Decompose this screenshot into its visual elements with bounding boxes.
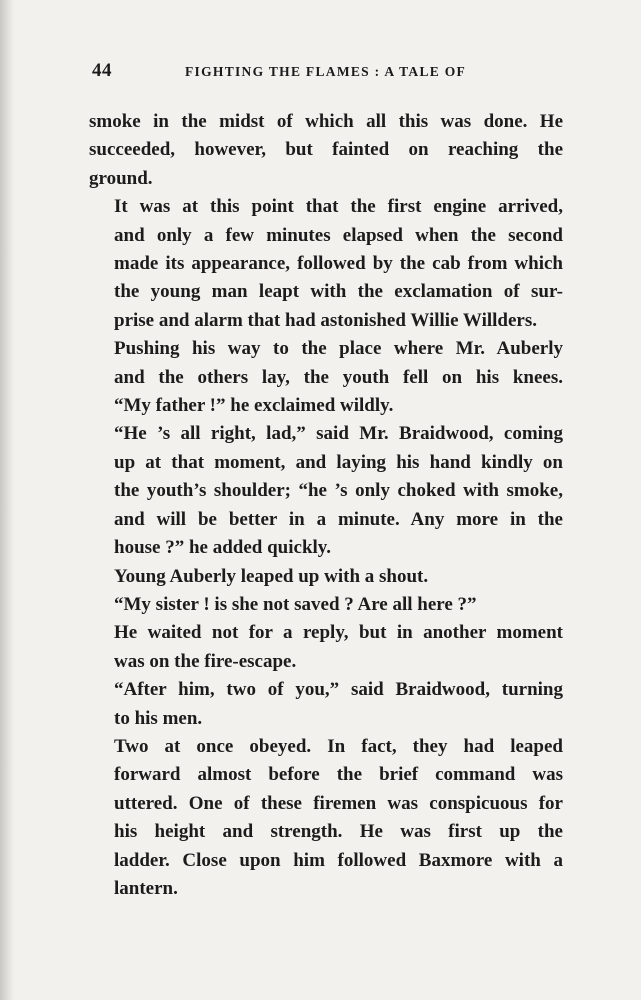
- text-line: “My father !” he exclaimed wildly.: [114, 395, 394, 417]
- paragraph: [89, 733, 563, 903]
- paragraph: [89, 619, 563, 676]
- text-line: and the others lay, the youth fell on his knees.: [114, 366, 563, 388]
- paragraph: [89, 591, 563, 619]
- page-gutter-shadow: [0, 0, 14, 1000]
- text-line: ladder. Close upon him followed Baxmore with a: [114, 849, 563, 871]
- text-line: uttered. One of these firemen was conspicuous for: [114, 792, 563, 814]
- body-text: [89, 108, 563, 903]
- text-line: forward almost before the brief command was: [114, 764, 563, 786]
- text-line: succeeded, however, but fainted on reaching the: [89, 139, 563, 161]
- paragraph: [89, 193, 563, 335]
- text-line: “He ’s all right, lad,” said Mr. Braidwood, coming: [114, 423, 563, 445]
- text-line: house ?” he added quickly.: [114, 537, 331, 559]
- paragraph: [89, 335, 563, 420]
- text-line: up at that moment, and laying his hand kindly on: [114, 451, 563, 473]
- text-line: Two at once obeyed. In fact, they had leaped: [114, 735, 563, 757]
- text-line: and will be better in a minute. Any more in the: [114, 508, 563, 530]
- text-line: to his men.: [114, 707, 203, 729]
- text-line: the young man leapt with the exclamation of sur-: [114, 281, 563, 303]
- text-line: his height and strength. He was first up the: [114, 821, 563, 843]
- text-line: prise and alarm that had astonished Willie Willders.: [114, 309, 538, 331]
- text-line: smoke in the midst of which all this was done. He: [89, 111, 563, 132]
- paragraph: [89, 563, 563, 591]
- text-line: was on the fire-escape.: [114, 650, 297, 672]
- text-line: ground.: [89, 167, 153, 189]
- text-line: He waited not for a reply, but in another moment: [114, 622, 563, 644]
- running-head: [92, 58, 562, 88]
- paragraph: [89, 420, 563, 562]
- text-line: and only a few minutes elapsed when the second: [114, 224, 563, 246]
- page-number: 44: [92, 60, 112, 81]
- running-title: FIGHTING THE FLAMES : A TALE OF: [185, 64, 467, 79]
- paragraph: [89, 108, 563, 193]
- text-line: lantern.: [114, 877, 178, 899]
- text-line: Pushing his way to the place where Mr. Auberly: [114, 338, 563, 360]
- text-line: “After him, two of you,” said Braidwood, turning: [114, 679, 563, 701]
- text-line: “My sister ! is she not saved ? Are all here ?”: [114, 593, 477, 615]
- text-line: made its appearance, followed by the cab from which: [114, 253, 563, 275]
- text-line: It was at this point that the first engine arrived,: [114, 196, 563, 218]
- text-line: the youth’s shoulder; “he ’s only choked with smoke,: [114, 480, 563, 502]
- paragraph: [89, 676, 563, 733]
- text-line: Young Auberly leaped up with a shout.: [114, 565, 429, 587]
